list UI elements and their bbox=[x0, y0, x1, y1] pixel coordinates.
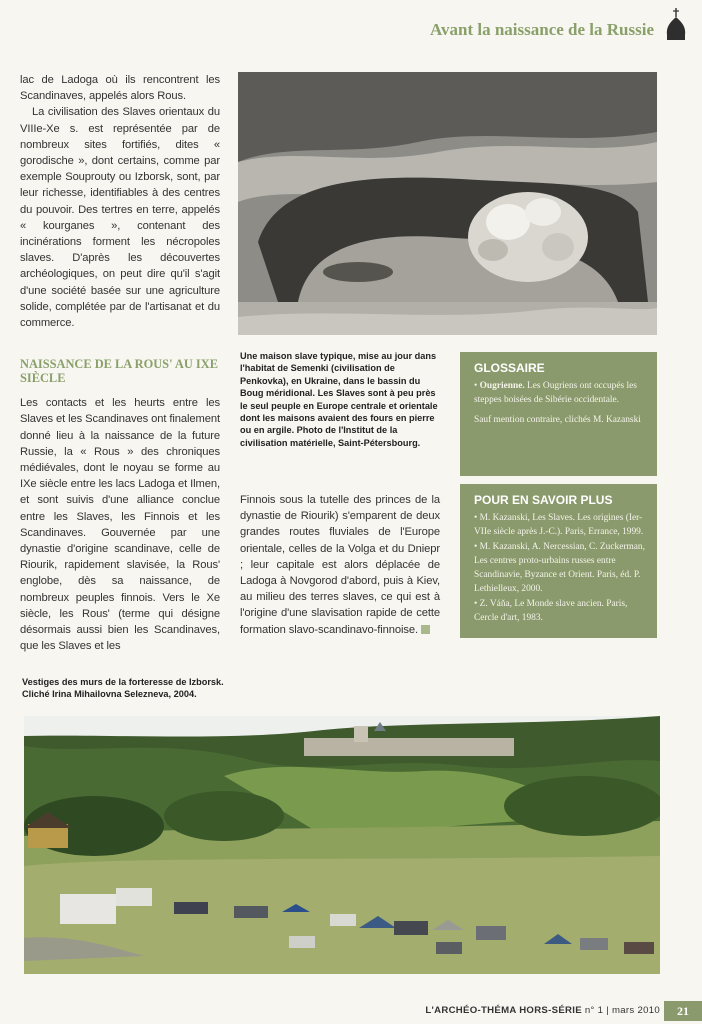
fortress-photo-caption: Vestiges des murs de la forteresse de Izborsk. Cliché Irina Mihailovna Selezneva, 2004. bbox=[22, 677, 224, 700]
magazine-name: L'ARCHÉO-THÉMA HORS-SÉRIE bbox=[425, 1005, 582, 1016]
end-of-article-icon bbox=[421, 625, 430, 634]
glossary-box bbox=[460, 352, 657, 476]
page-header-title: Avant la naissance de la Russie bbox=[429, 20, 654, 39]
paragraph: Les contacts et les heurts entre les Slaves et les Scandinaves ont finalement donné lieu à la naissance de la future Russie, la « Rous » des chroniques médiévales, dont le noyau se forme au IXe siècle entre les lacs Ladoga et Ilmen, et sont suivis d'une alliance conclue entre les Slaves, les Finnois et les Scandinaves. Gouvernée par une dynastie d'origine scandinave, celle de Riourik, rapidement slavisée, la Rous' englobe, dès sa naissance, de nombreux peuples finnois. Vers le Xe siècle, les Rous' (terme qui désigne désormais aussi bien les Scandinaves, que les Slaves et les bbox=[20, 397, 220, 653]
glossary-definition: Les Ougriens ont occupés les steppes boisées de Sibérie occidentale. bbox=[474, 381, 637, 405]
fortress-landscape-photo bbox=[24, 716, 660, 974]
section-heading: NAISSANCE DE LA ROUS' AU IXE SIÈCLE bbox=[20, 357, 218, 386]
paragraph: lac de Ladoga où ils rencontrent les Scandinaves, appelés alors Rous. bbox=[20, 74, 220, 103]
page-number: 21 bbox=[664, 1001, 702, 1021]
glossary-term: Ougrienne. bbox=[479, 381, 525, 391]
further-reading-title: POUR EN SAVOIR PLUS bbox=[474, 493, 613, 507]
paragraph: La civilisation des Slaves orientaux du VIIIe-Xe s. est représentée par de nombreux sites fortifiés, dites « gorodische », dont certains, comme par exemple Souprouty ou Izborsk, sont, par leur richesse, identifiables à des centres du pouvoir. Des tertres en terre, appelés « kourganes », contenant des incinérations forment les nécropoles slaves. D'après les découvertes archéologiques, on peut dire qu'il s'agit d'une société basée sur une agriculture solide, complétée par de l'artisanat et du commerce. bbox=[20, 106, 220, 330]
reading-item: • Z. Váňa, Le Monde slave ancien. Paris, Cercle d'art, 1983. bbox=[474, 599, 628, 623]
issue-info: n° 1 | mars 2010 bbox=[584, 1005, 660, 1016]
left-text-column bbox=[20, 72, 220, 655]
excavation-photo bbox=[238, 72, 657, 335]
page-footer bbox=[425, 1005, 660, 1016]
reading-item: • M. Kazanski, Les Slaves. Les origines (Ier-VIIe siècle après J.-C.). Paris, Errance, 1999. bbox=[474, 513, 644, 537]
middle-text-column bbox=[240, 492, 440, 638]
reading-list bbox=[474, 511, 647, 625]
section-text bbox=[20, 395, 220, 654]
glossary-title: GLOSSAIRE bbox=[474, 361, 545, 375]
onion-dome-icon bbox=[664, 8, 688, 42]
photo-credits: Sauf mention contraire, clichés M. Kazanski bbox=[474, 415, 641, 425]
paragraph: Finnois sous la tutelle des princes de la dynastie de Riourik) s'emparent de deux grandes routes fluviales de l'Europe orientale, celles de la Volga et du Dniepr ; leur capitale est alors déplacée de Ladoga à Novgorod d'abord, puis à Kiev, au milieu des terres slaves, ce qui est à l'origine d'une slavisation rapide de cette formation slavo-scandinavo-finnoise. bbox=[240, 494, 440, 636]
glossary-entry: • Ougrienne. Les Ougriens ont occupés les steppes boisées de Sibérie occidentale. bbox=[474, 381, 637, 405]
reading-item: • M. Kazanski, A. Nercessian, C. Zuckerman, Les centres proto-urbains russes entre Scandinavie, Byzance et Orient. Paris, éd. P. Lethielleux, 2000. bbox=[474, 542, 645, 594]
further-reading-box bbox=[460, 484, 657, 638]
intro-text bbox=[20, 72, 220, 331]
excavation-photo-caption: Une maison slave typique, mise au jour dans l'habitat de Semenki (civilisation de Penkovka), en Ukraine, dans le bassin du Boug méridional. Les Slaves sont à peu près le seul peuple en Europe centrale et orientale dont les maisons avaient des fours en pierre ou en argile. Photo de l'Institut de la civilisation matérielle, Saint-Pétersbourg. bbox=[240, 351, 438, 448]
